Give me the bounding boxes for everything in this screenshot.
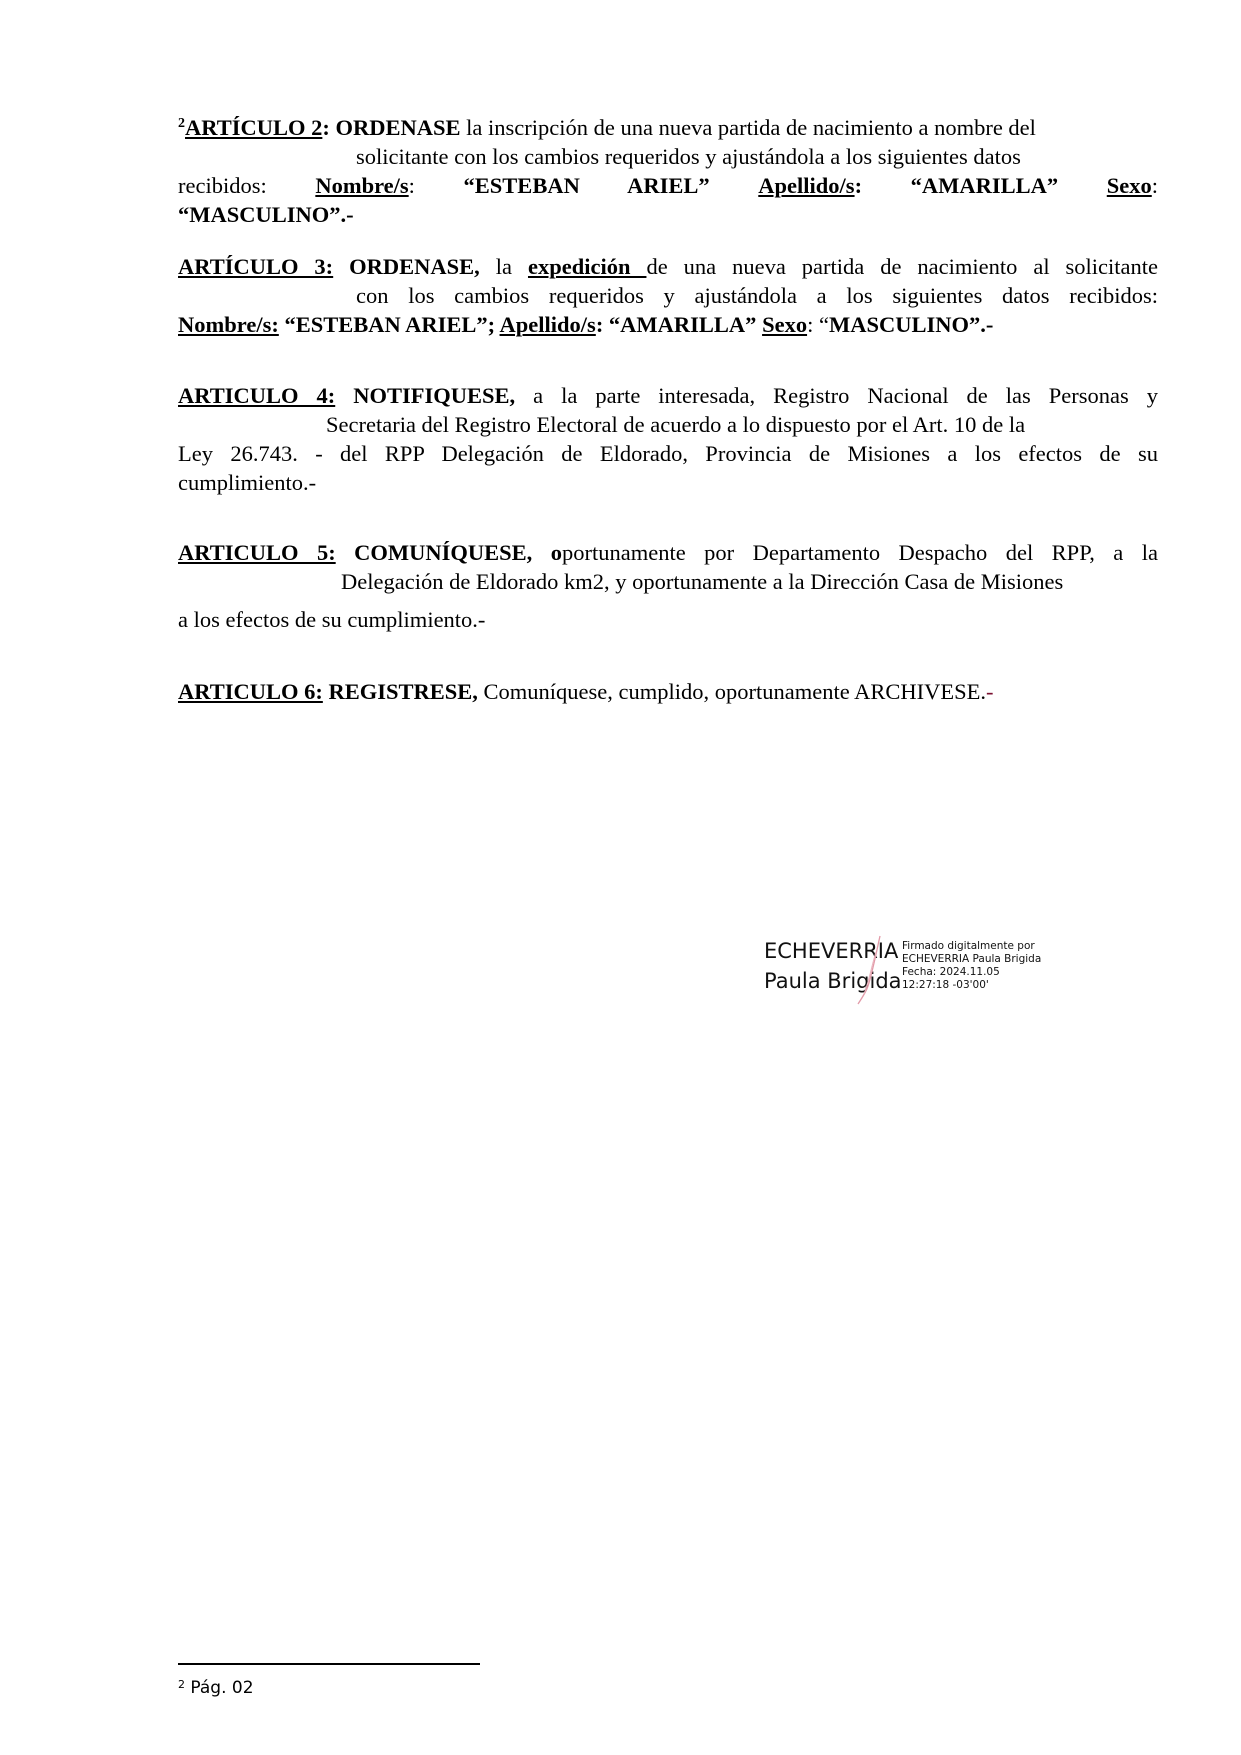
footnote-text: Pág. 02 <box>185 1678 254 1698</box>
footnote-separator <box>178 1663 480 1665</box>
article-3-line-3: Nombre/s: “ESTEBAN ARIEL”; Apellido/s: “AMARILLA” Sexo: “MASCULINO”.- <box>178 312 994 337</box>
article-5-line-3: a los efectos de su cumplimiento.- <box>178 607 486 632</box>
apellido-value: : “AMARILLA” <box>595 312 757 337</box>
digital-signature[interactable] <box>764 938 1064 1008</box>
signer-name-line-1: ECHEVERRIA <box>764 939 899 963</box>
sexo-value: “MASCULINO”.- <box>178 202 354 227</box>
article-6-verb: REGISTRESE, <box>322 679 478 704</box>
signature-stroke-icon <box>854 934 884 1006</box>
article-5-heading: ARTICULO 5: <box>178 540 336 565</box>
sexo-label: Sexo <box>1106 173 1152 198</box>
apellido-label: Apellido/s <box>499 312 596 337</box>
article-4-line-3: Ley 26.743. - del RPP Delegación de Eldorado, Provincia de Misiones a los efectos de su <box>178 441 1158 466</box>
article-2-line-2: solicitante con los cambios requeridos y ajustándola a los siguientes datos <box>356 144 1021 169</box>
nombre-value: “ESTEBAN ARIEL” <box>463 173 710 198</box>
article-4-heading: ARTICULO 4: <box>178 383 336 408</box>
article-4-line-1: ARTICULO 4: NOTIFIQUESE, a la parte interesada, Registro Nacional de las Personas y <box>178 383 1159 408</box>
article-5 <box>178 538 1158 634</box>
article-2-line-3: recibidos: Nombre/s: “ESTEBAN ARIEL” Apellido/s: “AMARILLA” Sexo: <box>178 173 1159 198</box>
article-3 <box>178 252 1158 339</box>
sexo-value: MASCULINO”.- <box>828 312 994 337</box>
nombre-label: Nombre/s <box>315 173 409 198</box>
article-5-line-1: ARTICULO 5: COMUNÍQUESE, oportunamente por Departamento Despacho del RPP, a la <box>178 540 1158 565</box>
sexo-label: Sexo <box>762 312 808 337</box>
footnote <box>178 1677 254 1699</box>
apellido-value: “AMARILLA” <box>910 173 1059 198</box>
article-4-line-4: cumplimiento.- <box>178 470 317 495</box>
article-3-line-1: ARTÍCULO 3: ORDENASE, la expedición de una nueva partida de nacimiento al solicitante <box>178 254 1159 279</box>
footnote-number: 2 <box>178 1678 185 1691</box>
article-4-line-2: Secretaria del Registro Electoral de acuerdo a lo dispuesto por el Art. 10 de la <box>326 412 1026 437</box>
article-6-heading: ARTICULO 6: <box>178 679 323 704</box>
article-5-line-2: Delegación de Eldorado km2, y oportunamente a la Dirección Casa de Misiones <box>341 569 1064 594</box>
nombre-value: “ESTEBAN ARIEL”; <box>278 312 500 337</box>
article-5-verb: COMUNÍQUESE, o <box>335 540 563 565</box>
article-6-line-1: ARTICULO 6: REGISTRESE, Comuníquese, cumplido, oportunamente ARCHIVESE.- <box>178 679 994 704</box>
nombre-label: Nombre/s: <box>178 312 279 337</box>
article-6 <box>178 677 1158 706</box>
expedicion-term: expedición <box>527 254 647 279</box>
signature-details: Firmado digitalmente por ECHEVERRIA Paula Brigida Fecha: 2024.11.05 12:27:18 -03'00' <box>902 940 1042 991</box>
article-2-verb: ORDENASE <box>335 115 461 140</box>
article-2 <box>178 113 1158 229</box>
article-2-heading: ARTÍCULO 2 <box>185 115 323 140</box>
apellido-label: Apellido/s <box>758 173 855 198</box>
footnote-reference[interactable]: 2 <box>178 116 185 131</box>
article-3-line-2: con los cambios requeridos y ajustándola a los siguientes datos recibidos: <box>356 283 1158 308</box>
signer-name-line-2: Paula Brigida <box>764 969 902 993</box>
article-3-heading: ARTÍCULO 3: <box>178 254 334 279</box>
article-4 <box>178 381 1158 497</box>
article-3-verb: ORDENASE, <box>333 254 480 279</box>
article-4-verb: NOTIFIQUESE, <box>335 383 516 408</box>
article-2-line-1: $^2$ARTÍCULO 2: ORDENASE la inscripción de una nueva partida de nacimiento a nombre del <box>178 115 1036 140</box>
